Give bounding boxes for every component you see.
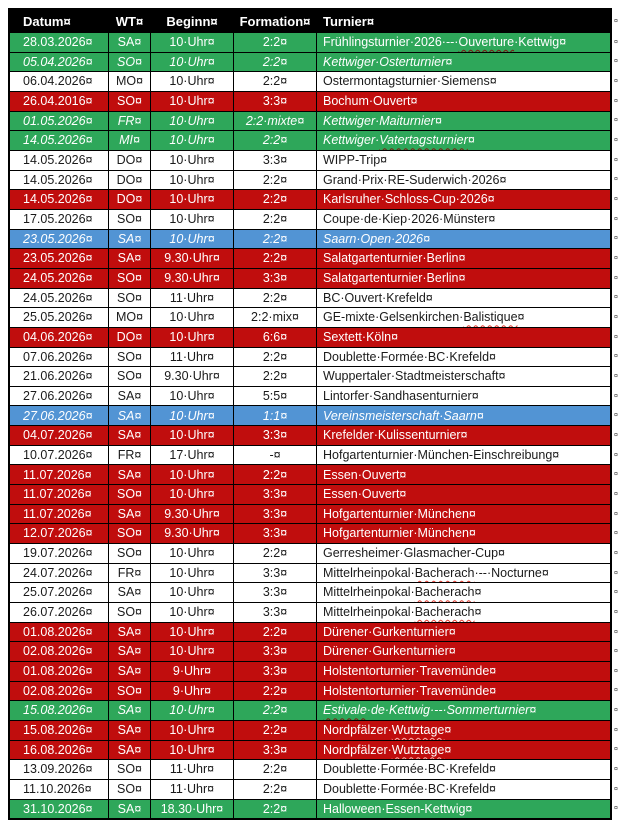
end-of-row-marker: ¤ <box>614 746 618 754</box>
cell-turnier: Kettwiger·Maiturnier¤ <box>317 112 610 131</box>
end-of-row-marker: ¤ <box>614 215 618 223</box>
cell-wt: SA¤ <box>109 642 150 661</box>
cell-datum: 16.08.2026¤ <box>10 741 108 760</box>
cell-wt: SA¤ <box>109 33 150 52</box>
cell-wt: FR¤ <box>109 564 150 583</box>
table-row <box>10 682 610 701</box>
end-of-row-marker: ¤ <box>614 726 618 734</box>
cell-beginn: 10·Uhr¤ <box>151 465 233 484</box>
cell-beginn: 11·Uhr¤ <box>151 760 233 779</box>
cell-datum: 19.07.2026¤ <box>10 544 108 563</box>
table-row <box>10 367 610 386</box>
table-row <box>10 348 610 367</box>
end-of-row-marker: ¤ <box>614 38 618 46</box>
end-of-row-marker: ¤ <box>614 667 618 675</box>
cell-wt: SO¤ <box>109 210 150 229</box>
table-row <box>10 505 610 524</box>
cell-formation: 3:3¤ <box>234 505 316 524</box>
cell-formation: 2:2¤ <box>234 682 316 701</box>
cell-datum: 11.07.2026¤ <box>10 505 108 524</box>
formatting-marks-column <box>612 8 620 820</box>
cell-beginn: 10·Uhr¤ <box>151 92 233 111</box>
cell-beginn: 10·Uhr¤ <box>151 701 233 720</box>
cell-turnier: Salatgartenturnier·Berlin¤ <box>317 269 610 288</box>
table-row <box>10 485 610 504</box>
end-of-row-marker: ¤ <box>614 97 618 105</box>
table-header-row <box>10 10 610 32</box>
cell-beginn: 10·Uhr¤ <box>151 544 233 563</box>
table-row <box>10 603 610 622</box>
cell-turnier: Mittelrheinpokal· Bacherach ·--·Nocturne¤ <box>317 564 610 583</box>
cell-turnier: Mittelrheinpokal· Bacherach ¤ <box>317 583 610 602</box>
end-of-row-marker: ¤ <box>614 294 618 302</box>
cell-wt: SA¤ <box>109 623 150 642</box>
end-of-row-marker: ¤ <box>614 687 618 695</box>
misspelled-word: Estivale <box>323 703 367 718</box>
cell-datum: 26.04.2016¤ <box>10 92 108 111</box>
cell-formation: 3:3¤ <box>234 524 316 543</box>
cell-formation: 2:2¤ <box>234 760 316 779</box>
cell-beginn: 10·Uhr¤ <box>151 406 233 425</box>
cell-beginn: 17·Uhr¤ <box>151 446 233 465</box>
cell-formation: -¤ <box>234 446 316 465</box>
cell-datum: 17.05.2026¤ <box>10 210 108 229</box>
header-turnier: Turnier¤ <box>317 10 610 32</box>
cell-beginn: 9.30·Uhr¤ <box>151 269 233 288</box>
end-of-row-marker: ¤ <box>614 58 618 66</box>
cell-datum: 02.08.2026¤ <box>10 682 108 701</box>
table-row <box>10 328 610 347</box>
cell-beginn: 10·Uhr¤ <box>151 485 233 504</box>
cell-beginn: 10·Uhr¤ <box>151 112 233 131</box>
table-row <box>10 171 610 190</box>
table-row <box>10 662 610 681</box>
table-row <box>10 72 610 91</box>
cell-datum: 01.08.2026¤ <box>10 662 108 681</box>
cell-datum: 07.06.2026¤ <box>10 348 108 367</box>
cell-wt: SA¤ <box>109 721 150 740</box>
end-of-row-marker: ¤ <box>614 353 618 361</box>
cell-datum: 04.07.2026¤ <box>10 426 108 445</box>
cell-beginn: 10·Uhr¤ <box>151 230 233 249</box>
cell-turnier: Hofgartenturnier·München¤ <box>317 524 610 543</box>
cell-formation: 3:3¤ <box>234 269 316 288</box>
cell-wt: SA¤ <box>109 465 150 484</box>
cell-beginn: 9·Uhr¤ <box>151 682 233 701</box>
cell-datum: 10.07.2026¤ <box>10 446 108 465</box>
misspelled-word: Bacherach <box>414 565 475 580</box>
cell-beginn: 9.30·Uhr¤ <box>151 505 233 524</box>
end-of-row-marker: ¤ <box>614 235 618 243</box>
cell-wt: SO¤ <box>109 780 150 799</box>
cell-turnier: Doublette·Formée·BC·Krefeld¤ <box>317 348 610 367</box>
cell-turnier: Lintorfer·Sandhasenturnier¤ <box>317 387 610 406</box>
header-formation: Formation¤ <box>234 10 316 32</box>
end-of-row-marker: ¤ <box>614 471 618 479</box>
cell-wt: SO¤ <box>109 92 150 111</box>
cell-datum: 02.08.2026¤ <box>10 642 108 661</box>
cell-beginn: 10·Uhr¤ <box>151 33 233 52</box>
table-row <box>10 800 610 819</box>
cell-formation: 2:2¤ <box>234 171 316 190</box>
cell-formation: 2:2¤ <box>234 190 316 209</box>
end-of-row-marker: ¤ <box>614 333 618 341</box>
end-of-row-marker: ¤ <box>614 117 618 125</box>
cell-formation: 3:3¤ <box>234 485 316 504</box>
table-row <box>10 741 610 760</box>
cell-formation: 6:6¤ <box>234 328 316 347</box>
cell-datum: 21.06.2026¤ <box>10 367 108 386</box>
end-of-row-marker: ¤ <box>614 766 618 774</box>
cell-turnier: Essen·Ouvert¤ <box>317 485 610 504</box>
table-row <box>10 289 610 308</box>
cell-wt: DO¤ <box>109 151 150 170</box>
cell-wt: SA¤ <box>109 701 150 720</box>
cell-formation: 3:3¤ <box>234 426 316 445</box>
cell-formation: 2:2¤ <box>234 780 316 799</box>
misspelled-word: Ouverture <box>458 35 515 50</box>
cell-formation: 3:3¤ <box>234 741 316 760</box>
table-row <box>10 642 610 661</box>
cell-wt: DO¤ <box>109 328 150 347</box>
misspelled-word: Bacherach <box>414 605 475 620</box>
cell-datum: 11.10.2026¤ <box>10 780 108 799</box>
cell-beginn: 9.30·Uhr¤ <box>151 524 233 543</box>
cell-wt: SO¤ <box>109 682 150 701</box>
misspelled-word: Vatertagsturnier <box>379 133 468 148</box>
cell-turnier: Essen·Ouvert¤ <box>317 465 610 484</box>
cell-datum: 15.08.2026¤ <box>10 721 108 740</box>
cell-wt: SA¤ <box>109 800 150 819</box>
cell-formation: 2:2¤ <box>234 623 316 642</box>
cell-datum: 26.07.2026¤ <box>10 603 108 622</box>
cell-turnier: Saarn·Open·2026¤ <box>317 230 610 249</box>
cell-beginn: 10·Uhr¤ <box>151 72 233 91</box>
end-of-row-marker: ¤ <box>614 196 618 204</box>
cell-wt: MI¤ <box>109 131 150 150</box>
cell-formation: 2:2¤ <box>234 348 316 367</box>
cell-beginn: 9.30·Uhr¤ <box>151 249 233 268</box>
end-of-row-marker: ¤ <box>614 785 618 793</box>
end-of-row-marker: ¤ <box>614 255 618 263</box>
cell-wt: SO¤ <box>109 367 150 386</box>
cell-formation: 3:3¤ <box>234 642 316 661</box>
cell-formation: 5:5¤ <box>234 387 316 406</box>
cell-wt: SA¤ <box>109 583 150 602</box>
cell-turnier: Mittelrheinpokal· Bacherach ¤ <box>317 603 610 622</box>
cell-beginn: 10·Uhr¤ <box>151 53 233 72</box>
cell-wt: SO¤ <box>109 603 150 622</box>
cell-beginn: 10·Uhr¤ <box>151 210 233 229</box>
table-row <box>10 190 610 209</box>
end-of-row-marker: ¤ <box>614 17 618 25</box>
table-row <box>10 308 610 327</box>
table-row <box>10 564 610 583</box>
end-of-row-marker: ¤ <box>614 648 618 656</box>
cell-formation: 2:2¤ <box>234 701 316 720</box>
cell-datum: 01.05.2026¤ <box>10 112 108 131</box>
cell-beginn: 10·Uhr¤ <box>151 623 233 642</box>
cell-datum: 23.05.2026¤ <box>10 230 108 249</box>
end-of-row-marker: ¤ <box>614 431 618 439</box>
cell-formation: 2:2¤ <box>234 465 316 484</box>
cell-datum: 24.07.2026¤ <box>10 564 108 583</box>
table-row <box>10 53 610 72</box>
cell-beginn: 10·Uhr¤ <box>151 721 233 740</box>
cell-beginn: 9.30·Uhr¤ <box>151 367 233 386</box>
cell-wt: SO¤ <box>109 269 150 288</box>
cell-formation: 2:2¤ <box>234 367 316 386</box>
cell-formation: 3:3¤ <box>234 92 316 111</box>
cell-wt: DO¤ <box>109 190 150 209</box>
table-row <box>10 721 610 740</box>
header-datum: Datum¤ <box>10 10 108 32</box>
cell-wt: SO¤ <box>109 760 150 779</box>
end-of-row-marker: ¤ <box>614 589 618 597</box>
cell-turnier: Holstentorturnier·Travemünde¤ <box>317 682 610 701</box>
cell-beginn: 10·Uhr¤ <box>151 131 233 150</box>
cell-beginn: 10·Uhr¤ <box>151 308 233 327</box>
cell-turnier: Karlsruher·Schloss-Cup·2026¤ <box>317 190 610 209</box>
cell-turnier: Vereinsmeisterschaft·Saarn¤ <box>317 406 610 425</box>
end-of-row-marker: ¤ <box>614 628 618 636</box>
cell-datum: 25.05.2026¤ <box>10 308 108 327</box>
table-row <box>10 524 610 543</box>
cell-datum: 11.07.2026¤ <box>10 465 108 484</box>
table-row <box>10 701 610 720</box>
cell-beginn: 11·Uhr¤ <box>151 289 233 308</box>
table-row <box>10 426 610 445</box>
end-of-row-marker: ¤ <box>614 176 618 184</box>
table-row <box>10 406 610 425</box>
cell-wt: SO¤ <box>109 524 150 543</box>
cell-wt: FR¤ <box>109 112 150 131</box>
table-row <box>10 92 610 111</box>
cell-turnier: Halloween·Essen-Kettwig¤ <box>317 800 610 819</box>
cell-turnier: Estivale ·de·Kettwig·--·Sommerturnier¤ <box>317 701 610 720</box>
cell-wt: DO¤ <box>109 171 150 190</box>
cell-turnier: Hofgartenturnier·München-Einschreibung¤ <box>317 446 610 465</box>
cell-beginn: 10·Uhr¤ <box>151 328 233 347</box>
misspelled-word: Wutztage <box>391 742 445 757</box>
cell-beginn: 10·Uhr¤ <box>151 642 233 661</box>
end-of-row-marker: ¤ <box>614 510 618 518</box>
cell-datum: 28.03.2026¤ <box>10 33 108 52</box>
cell-formation: 2:2¤ <box>234 210 316 229</box>
cell-datum: 25.07.2026¤ <box>10 583 108 602</box>
cell-wt: SO¤ <box>109 53 150 72</box>
end-of-row-marker: ¤ <box>614 314 618 322</box>
cell-formation: 2:2·mixte¤ <box>234 112 316 131</box>
table-row <box>10 623 610 642</box>
cell-turnier: Frühlingsturnier·2026·--· Ouverture ·Kettwig¤ <box>317 33 610 52</box>
cell-formation: 3:3¤ <box>234 662 316 681</box>
table-row <box>10 446 610 465</box>
cell-beginn: 10·Uhr¤ <box>151 426 233 445</box>
cell-turnier: Nordpfälzer· Wutztage ¤ <box>317 721 610 740</box>
header-wt: WT¤ <box>109 10 150 32</box>
cell-datum: 31.10.2026¤ <box>10 800 108 819</box>
cell-turnier: Kettwiger· Vatertagsturnier ¤ <box>317 131 610 150</box>
cell-datum: 27.06.2026¤ <box>10 387 108 406</box>
cell-datum: 14.05.2026¤ <box>10 171 108 190</box>
cell-datum: 14.05.2026¤ <box>10 190 108 209</box>
cell-wt: SA¤ <box>109 662 150 681</box>
cell-datum: 01.08.2026¤ <box>10 623 108 642</box>
cell-formation: 3:3¤ <box>234 603 316 622</box>
cell-turnier: Coupe·de·Kiep·2026·Münster¤ <box>317 210 610 229</box>
table-row <box>10 33 610 52</box>
cell-turnier: Sextett·Köln¤ <box>317 328 610 347</box>
end-of-row-marker: ¤ <box>614 569 618 577</box>
cell-turnier: Gerresheimer·Glasmacher-Cup¤ <box>317 544 610 563</box>
cell-wt: SA¤ <box>109 426 150 445</box>
cell-beginn: 10·Uhr¤ <box>151 741 233 760</box>
cell-datum: 14.05.2026¤ <box>10 151 108 170</box>
cell-wt: SO¤ <box>109 348 150 367</box>
cell-turnier: Kettwiger·Osterturnier¤ <box>317 53 610 72</box>
cell-formation: 2:2¤ <box>234 72 316 91</box>
cell-datum: 15.08.2026¤ <box>10 701 108 720</box>
end-of-row-marker: ¤ <box>614 490 618 498</box>
cell-wt: MO¤ <box>109 308 150 327</box>
cell-formation: 3:3¤ <box>234 564 316 583</box>
cell-turnier: Grand·Prix·RE-Suderwich·2026¤ <box>317 171 610 190</box>
cell-formation: 2:2¤ <box>234 53 316 72</box>
cell-datum: 05.04.2026¤ <box>10 53 108 72</box>
cell-wt: SO¤ <box>109 485 150 504</box>
cell-beginn: 10·Uhr¤ <box>151 171 233 190</box>
end-of-row-marker: ¤ <box>614 549 618 557</box>
misspelled-word: Balistique <box>463 310 518 325</box>
cell-beginn: 10·Uhr¤ <box>151 387 233 406</box>
cell-beginn: 10·Uhr¤ <box>151 583 233 602</box>
table-row <box>10 465 610 484</box>
table-row <box>10 760 610 779</box>
cell-beginn: 10·Uhr¤ <box>151 564 233 583</box>
header-beginn: Beginn¤ <box>151 10 233 32</box>
cell-turnier: Doublette·Formée·BC·Krefeld¤ <box>317 760 610 779</box>
cell-turnier: Dürener·Gurkenturnier¤ <box>317 642 610 661</box>
end-of-row-marker: ¤ <box>614 530 618 538</box>
cell-wt: SA¤ <box>109 406 150 425</box>
cell-datum: 24.05.2026¤ <box>10 269 108 288</box>
cell-beginn: 9·Uhr¤ <box>151 662 233 681</box>
cell-formation: 3:3¤ <box>234 583 316 602</box>
table-row <box>10 544 610 563</box>
cell-datum: 12.07.2026¤ <box>10 524 108 543</box>
cell-turnier: Dürener·Gurkenturnier¤ <box>317 623 610 642</box>
table-row <box>10 269 610 288</box>
end-of-row-marker: ¤ <box>614 608 618 616</box>
cell-beginn: 10·Uhr¤ <box>151 190 233 209</box>
cell-wt: SA¤ <box>109 741 150 760</box>
cell-formation: 2:2¤ <box>234 131 316 150</box>
table-row <box>10 249 610 268</box>
end-of-row-marker: ¤ <box>614 137 618 145</box>
cell-datum: 06.04.2026¤ <box>10 72 108 91</box>
cell-formation: 3:3¤ <box>234 151 316 170</box>
end-of-row-marker: ¤ <box>614 372 618 380</box>
schedule-table <box>8 8 612 820</box>
cell-wt: SA¤ <box>109 230 150 249</box>
cell-turnier: Doublette·Formée·BC·Krefeld¤ <box>317 780 610 799</box>
table-row <box>10 583 610 602</box>
cell-formation: 2:2¤ <box>234 544 316 563</box>
cell-datum: 27.06.2026¤ <box>10 406 108 425</box>
cell-beginn: 18.30·Uhr¤ <box>151 800 233 819</box>
cell-formation: 2:2¤ <box>234 721 316 740</box>
cell-turnier: BC·Ouvert·Krefeld¤ <box>317 289 610 308</box>
end-of-row-marker: ¤ <box>614 707 618 715</box>
cell-beginn: 10·Uhr¤ <box>151 603 233 622</box>
cell-wt: MO¤ <box>109 72 150 91</box>
cell-beginn: 10·Uhr¤ <box>151 151 233 170</box>
cell-turnier: Ostermontagsturnier·Siemens¤ <box>317 72 610 91</box>
cell-wt: FR¤ <box>109 446 150 465</box>
table-row <box>10 210 610 229</box>
table-row <box>10 387 610 406</box>
cell-datum: 13.09.2026¤ <box>10 760 108 779</box>
table-row <box>10 151 610 170</box>
cell-datum: 24.05.2026¤ <box>10 289 108 308</box>
cell-formation: 2:2¤ <box>234 800 316 819</box>
cell-formation: 2:2¤ <box>234 249 316 268</box>
table-row <box>10 780 610 799</box>
cell-datum: 04.06.2026¤ <box>10 328 108 347</box>
end-of-row-marker: ¤ <box>614 392 618 400</box>
cell-turnier: Holstentorturnier·Travemünde¤ <box>317 662 610 681</box>
cell-turnier: GE-mixte·Gelsenkirchen· Balistique ¤ <box>317 308 610 327</box>
cell-formation: 2:2¤ <box>234 289 316 308</box>
cell-formation: 2:2¤ <box>234 230 316 249</box>
misspelled-word: Bacherach <box>414 585 475 600</box>
cell-turnier: Hofgartenturnier·München¤ <box>317 505 610 524</box>
cell-formation: 1:1¤ <box>234 406 316 425</box>
end-of-row-marker: ¤ <box>614 805 618 813</box>
end-of-row-marker: ¤ <box>614 78 618 86</box>
cell-turnier: Bochum·Ouvert¤ <box>317 92 610 111</box>
cell-wt: SA¤ <box>109 249 150 268</box>
cell-turnier: Nordpfälzer· Wutztage ¤ <box>317 741 610 760</box>
cell-formation: 2:2·mix¤ <box>234 308 316 327</box>
cell-turnier: Wuppertaler·Stadtmeisterschaft¤ <box>317 367 610 386</box>
end-of-row-marker: ¤ <box>614 156 618 164</box>
cell-beginn: 11·Uhr¤ <box>151 780 233 799</box>
cell-datum: 23.05.2026¤ <box>10 249 108 268</box>
cell-beginn: 11·Uhr¤ <box>151 348 233 367</box>
end-of-row-marker: ¤ <box>614 451 618 459</box>
cell-turnier: WIPP-Trip¤ <box>317 151 610 170</box>
cell-wt: SA¤ <box>109 387 150 406</box>
table-row <box>10 112 610 131</box>
cell-wt: SO¤ <box>109 544 150 563</box>
cell-formation: 2:2¤ <box>234 33 316 52</box>
cell-datum: 11.07.2026¤ <box>10 485 108 504</box>
end-of-row-marker: ¤ <box>614 274 618 282</box>
table-row <box>10 230 610 249</box>
misspelled-word: Wutztage <box>391 723 445 738</box>
cell-wt: SA¤ <box>109 505 150 524</box>
cell-turnier: Salatgartenturnier·Berlin¤ <box>317 249 610 268</box>
cell-turnier: Krefelder·Kulissenturnier¤ <box>317 426 610 445</box>
cell-wt: SO¤ <box>109 289 150 308</box>
end-of-row-marker: ¤ <box>614 412 618 420</box>
table-row <box>10 131 610 150</box>
cell-datum: 14.05.2026¤ <box>10 131 108 150</box>
